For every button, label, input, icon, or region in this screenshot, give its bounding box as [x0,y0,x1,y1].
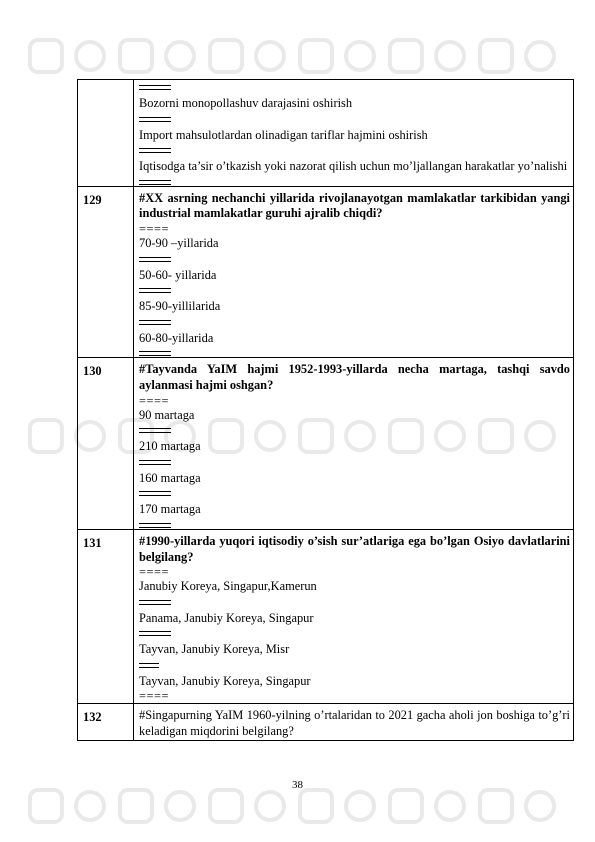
row-number: 132 [78,704,134,740]
separator [139,460,171,465]
question-cell [134,529,574,704]
answer-option: 170 martaga [139,502,201,517]
page-number: 38 [292,779,303,791]
answer-option: Bozorni monopollashuv darajasini oshirish [139,96,353,110]
question-text: #XX asrning nechanchi yillarida rivojlanayotgan mamlakatlar tarkibidan yangi industrial mamlakatlar guruhi ajralib chiqdi? [139,190,570,221]
separator [139,428,171,433]
answer-option: 70-90 –yillarida [139,235,219,250]
separator [139,117,171,122]
separator [139,257,171,262]
separator [139,180,171,185]
answer-option: 210 martaga [139,439,201,454]
answer-option: Import mahsulotlardan olinadigan tariflar hajmini oshirish [139,127,428,142]
answer-option: Tayvan, Janubiy Koreya, Misr [139,642,290,657]
row-number [78,80,134,187]
separator [139,320,171,325]
table-row [78,80,574,187]
separator-text: ==== [139,689,169,704]
table-row [78,186,574,358]
question-text: #1990-yillarda yuqori iqtisodiy o’sish sur’atlariga ega bo’lgan Osiyo davlatlarini belgilang? [139,533,570,564]
separator [139,663,159,668]
separator [139,600,171,605]
separator [139,491,171,496]
separator [139,148,171,153]
separator-text: ==== [139,393,169,408]
row-number: 129 [78,186,134,358]
question-text: #Singapurning YaIM 1960-yilning o’rtalaridan to 2021 gacha aholi jon boshiga to’g’ri keladigan miqdorini belgilang? [139,708,570,739]
answer-option: 160 martaga [139,470,201,485]
question-cell [134,704,574,740]
answer-option: 50-60- yillarida [139,267,217,282]
separator-text: ==== [139,565,169,580]
answer-option: Janubiy Koreya, Singapur,Kamerun [139,579,317,594]
separator [139,523,171,528]
row-number: 131 [78,529,134,704]
question-table [77,79,574,741]
separator [139,288,171,293]
answer-option: Panama, Janubiy Koreya, Singapur [139,610,314,625]
answer-cell [134,80,574,187]
answer-option: 85-90-yillilarida [139,299,221,314]
table-row [78,358,574,530]
table-row [78,529,574,704]
table-row [78,704,574,740]
separator [139,351,171,356]
separator-text: ==== [139,221,169,236]
answer-option: 90 martaga [139,407,195,422]
question-text: #Tayvanda YaIM hajmi 1952-1993-yillarda necha martaga, tashqi savdo aylanmasi hajmi oshgan? [139,362,570,392]
row-number: 130 [78,358,134,530]
question-cell [134,186,574,358]
answer-option: Tayvan, Janubiy Koreya, Singapur [139,673,311,688]
separator [139,85,171,90]
question-cell [134,358,574,530]
answer-option: 60-80-yillarida [139,330,214,345]
answer-option: Iqtisodga ta’sir o’tkazish yoki nazorat qilish uchun mo’ljallangan harakatlar yo’nalishi [139,159,568,174]
separator [139,631,171,636]
